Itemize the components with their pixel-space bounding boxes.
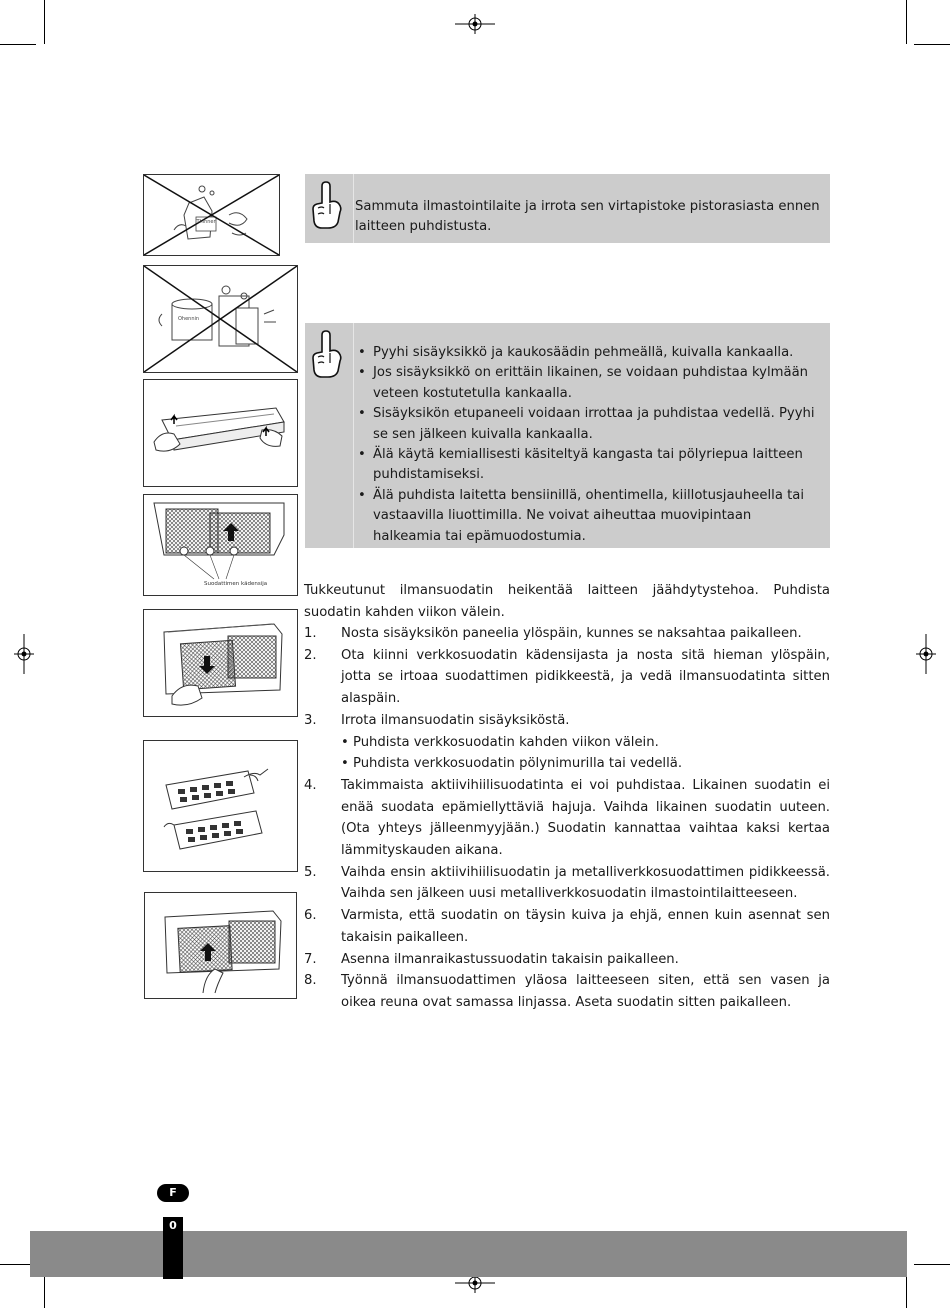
footer-bar [30,1231,907,1277]
bullet-item: • Älä puhdista laitetta bensiinillä, ohentimella, kiillotusjauheella tai vastaavilla liuottimilla. Ne voivat aiheuttaa muovipintaan halkeamia tai epämuodostumia. [355,486,822,547]
registration-mark-icon [916,634,936,674]
crop-mark [914,44,950,45]
figure-insert-filter [144,892,297,999]
language-badge: F [157,1184,189,1202]
registration-mark-icon [14,634,34,674]
figure-caption: Suodattimen kädensija [204,581,268,587]
figure-carbon-filters [143,740,298,872]
bullet-item: • Sisäyksikön etupaneeli voidaan irrottaa ja puhdistaa vedellä. Pyyhi se sen jälkeen kuivalla kankaalla. [355,404,822,445]
step-item [304,775,830,862]
step-number: 6. [304,908,317,924]
page-number: 0 [169,1219,177,1232]
step-item [304,710,830,732]
insert-filter-illustration [145,893,296,998]
figure-label: Ohennin [178,316,200,322]
carbon-filters-illustration [144,741,297,871]
chemicals-illustration [144,266,297,372]
pull-filter-illustration [144,610,297,716]
step-number: 4. [304,777,317,793]
step-text: Takimmaista aktiivihiilisuodatinta ei voi puhdistaa. Likainen suodatin ei enää suodata epämiellyttäviä hajuja. Vaihda likainen suodatin uuteen. (Ota yhteys jälleenmyyjään.) Suodatin kannattaa vaihtaa kaksi kertaa lämmityskauden aikana. [341,777,830,859]
bullet-item: • Jos sisäyksikkö on erittäin likainen, se voidaan puhdistaa kylmään veteen kostutetulla kankaalla. [355,363,822,404]
thinner-illustration [144,175,279,255]
step-text: Nosta sisäyksikön paneelia ylöspäin, kunnes se naksahtaa paikalleen. [341,626,802,641]
step-number: 5. [304,864,317,880]
step-item [304,645,830,710]
figure-label: Thinner [196,219,216,225]
step-subitem: • Puhdista verkkosuodatin pölynimurilla tai vedellä. [341,756,683,772]
step-text: Irrota ilmansuodatin sisäyksiköstä. [341,712,570,728]
pointing-hand-icon [312,180,344,230]
step-text: Varmista, että suodatin on täysin kuiva ja ehjä, ennen kuin asennat sen takaisin paikalleen. [341,908,830,945]
steps-list [304,623,830,1014]
crop-mark [914,1264,950,1265]
step-item [304,970,830,1013]
figure-filter-handle [143,494,298,596]
lift-panel-illustration [144,380,297,486]
step-item [304,862,830,905]
bullet-list [355,343,822,547]
step-text: Työnnä ilmansuodattimen yläosa laitteeseen siten, että sen vasen ja oikea reuna ovat samassa linjassa. Aseta suodatin sitten paikalleen. [341,973,830,1010]
crop-mark [906,0,907,44]
registration-mark-icon [455,14,495,34]
step-number: 8. [304,973,317,989]
bullet-list-container [355,343,822,547]
step-number: 2. [304,647,317,663]
crop-mark [0,44,36,45]
warning-note-unplug [305,174,830,243]
step-text: Asenna ilmanraikastussuodatin takaisin paikalleen. [341,951,679,967]
step-item [304,905,830,948]
crop-mark [44,0,45,44]
crop-mark [44,1272,45,1308]
step-text: Vaihda ensin aktiivihiilisuodatin ja metalliverkkosuodattimen pidikkeessä. Vaihda sen jälkeen uusi metalliverkkosuodatin ilmastointilaitteeseen. [341,864,830,902]
step-number: 1. [304,626,317,641]
bullet-item: • Älä käytä kemiallisesti käsiteltyä kangasta tai pölyriepua laitteen puhdistamiseksi. [355,445,822,486]
figure-pull-filter [143,609,298,717]
intro-paragraph: Tukkeutunut ilmansuodatin heikentää laitteen jäähdytystehoa. Puhdista suodatin kahden viikon välein. [304,583,830,620]
cleaning-instructions-note [305,323,830,548]
figure-lift-panel [143,379,298,487]
step-item [304,623,830,645]
bullet-item: • Pyyhi sisäyksikkö ja kaukosäädin pehmeällä, kuivalla kankaalla. [355,343,822,363]
step-item [304,949,830,971]
step-subitem: • Puhdista verkkosuodatin kahden viikon välein. [341,734,659,750]
note-text: Sammuta ilmastointilaite ja irrota sen virtapistoke pistorasiasta ennen laitteen puhdistusta. [355,199,820,235]
pointing-hand-icon [312,329,344,379]
figure-no-chemicals [143,265,298,373]
step-text: Ota kiinni verkkosuodatin kädensijasta ja nosta sitä hieman ylöspäin, jotta se irtoaa suodattimen pidikkeestä, ja vedä ilmansuodatinta sitten alaspäin. [341,647,830,707]
step-number: 3. [304,712,317,728]
crop-mark [906,1272,907,1308]
hand-column [305,323,354,548]
step-number: 7. [304,951,317,967]
figure-no-thinner [143,174,280,256]
hand-column [305,174,354,243]
filter-handle-illustration [144,495,297,595]
